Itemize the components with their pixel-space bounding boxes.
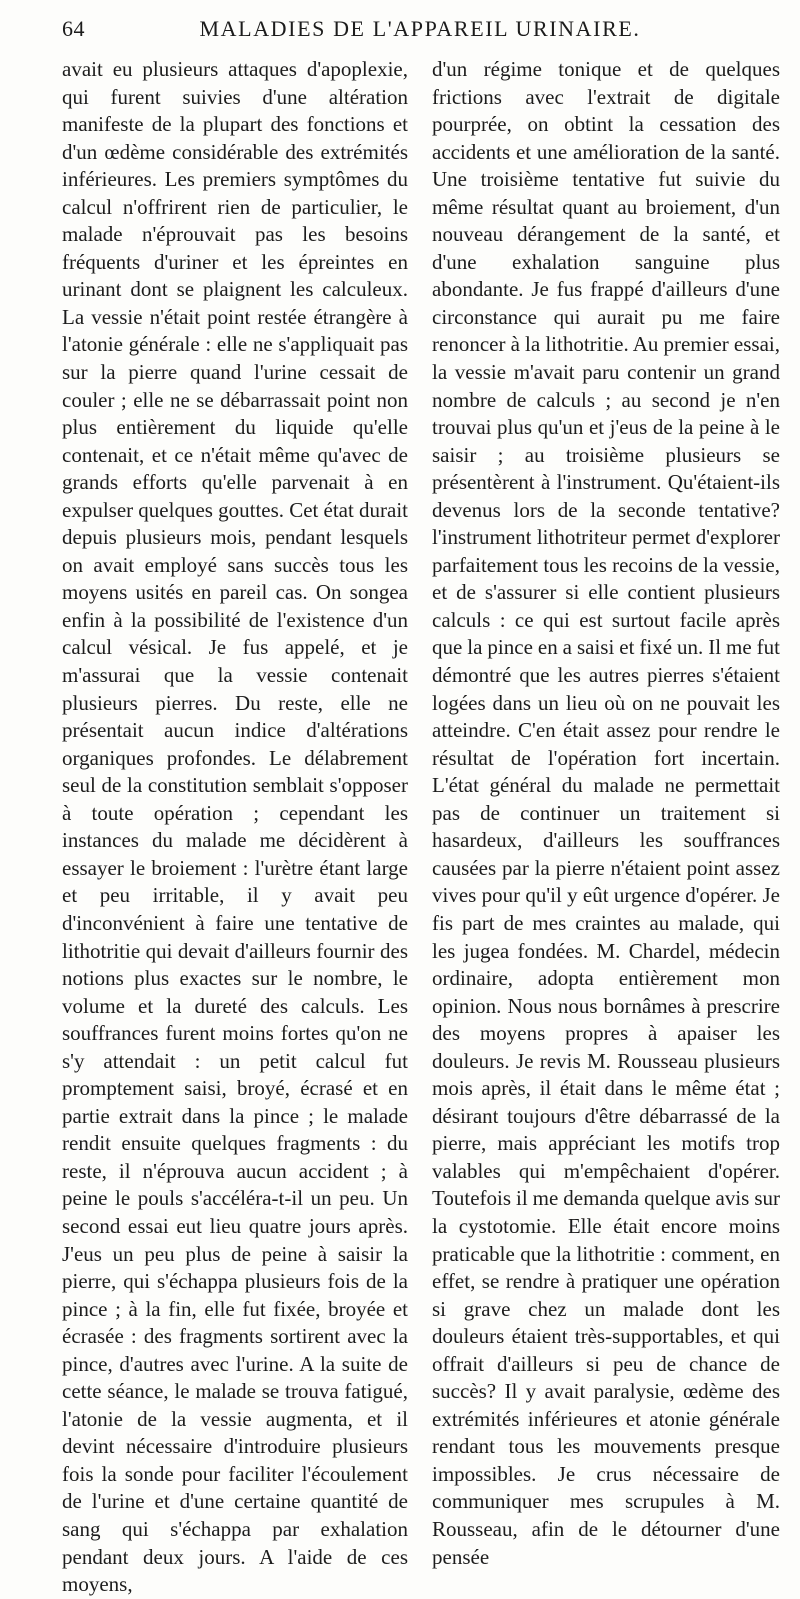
running-title: MALADIES DE L'APPAREIL URINAIRE. (199, 16, 641, 41)
left-column-text: avait eu plusieurs attaques d'apoplexie, qui furent suivies d'une altération manifeste de la plupart des fonctions et d'un œdème considérable des extrémités inférieures. Les premiers symptômes du calcul n'offrirent rien de particulier, le malade n'éprouvait pas les besoins fréquents d'uriner et les épreintes en urinant dont se plaignent les calculeux. La vessie n'était point restée étrangère à l'atonie générale : elle ne s'appliquait pas sur la pierre quand l'urine cessait de couler ; elle ne se débarrassait point non plus entièrement du liquide qu'elle contenait, et ce n'était même qu'avec de grands efforts qu'elle parvenait à en expulser quelques gouttes. Cet état durait depuis plusieurs mois, pendant lesquels on avait employé sans succès tous les moyens usités en pareil cas. On songea enfin à la possibilité de l'existence d'un calcul vésical. Je fus appelé, et je m'assurai que la vessie contenait plusieurs pierres. Du reste, elle ne présentait aucun indice d'altérations organiques profondes. Le délabrement seul de la constitution semblait s'opposer à toute opération ; cependant les instances du malade me décidèrent à essayer le broiement : l'urètre étant large et peu irritable, il y avait peu d'inconvénient à faire une tentative de lithotritie qui devait d'ailleurs fournir des notions plus exactes sur le nombre, le volume et la dureté des calculs. Les souffrances furent moins fortes qu'on ne s'y attendait : un petit calcul fut promptement saisi, broyé, écrasé et en partie extrait dans la pince ; le malade rendit ensuite quelques fragments : du reste, il n'éprouva aucun accident ; à peine le pouls s'accéléra-t-il un peu. Un second essai eut lieu quatre jours après. J'eus un peu plus de peine à saisir la pierre, qui s'échappa plusieurs fois de la pince ; à la fin, elle fut fixée, broyée et écrasée : des fragments sortirent avec la pince, d'autres avec l'urine. A la suite de cette séance, le malade se trouva fatigué, l'atonie de la vessie augmenta, et il devint nécessaire d'introduire plusieurs fois la sonde pour faciliter l'écoulement de l'urine et d'une certaine quantité de sang qui s'échappa par exhalation pendant deux jours. A l'aide de ces moyens, (62, 57, 408, 1597)
right-column (432, 56, 780, 1571)
left-column (62, 56, 408, 1599)
right-column-text: d'un régime tonique et de quelques frictions avec l'extrait de digitale pourprée, on obtint la cessation des accidents et une amélioration de la santé. Une troisième tentative fut suivie du même résultat quant au broiement, d'un nouveau dérangement de la santé, et d'une exhalation sanguine plus abondante. Je fus frappé d'ailleurs d'une circonstance qui aurait pu me faire renoncer à la lithotritie. Au premier essai, la vessie m'avait paru contenir un grand nombre de calculs ; au second je n'en trouvai plus qu'un et j'eus de la peine à le saisir ; au troisième plusieurs se présentèrent à l'instrument. Qu'étaient-ils devenus lors de la seconde tentative? l'instrument lithotriteur permet d'explorer parfaitement tous les recoins de la vessie, et de s'assurer si elle contient plusieurs calculs : ce qui est surtout facile après que la pince en a saisi et fixé un. Il me fut démontré que les autres pierres s'étaient logées dans un lieu où on ne pouvait les atteindre. C'en était assez pour rendre le résultat de l'opération fort incertain. L'état général du malade ne permettait pas de continuer un traitement si hasardeux, d'ailleurs les souffrances causées par la pierre n'étaient point assez vives pour qu'il y eût urgence d'opérer. Je fis part de mes craintes au malade, qui les jugea fondées. M. Chardel, médecin ordinaire, adopta entièrement mon opinion. Nous nous bornâmes à prescrire des moyens propres à apaiser les douleurs. Je revis M. Rousseau plusieurs mois après, il était dans le même état ; désirant toujours d'être débarrassé de la pierre, mais appréciant les motifs trop valables qui m'empêchaient d'opérer. Toutefois il me demanda quelque avis sur la cystotomie. Elle était encore moins praticable que la lithotritie : comment, en effet, se rendre à pratiquer une opération si grave chez un malade dont les douleurs étaient très-supportables, et qui offrait d'ailleurs si peu de chance de succès? Il y avait paralysie, œdème des extrémités inférieures et atonie générale rendant tous les mouvements presque impossibles. Je crus nécessaire de communiquer mes scrupules à M. Rousseau, afin de le détourner d'une pensée (432, 57, 780, 1569)
page-number: 64 (62, 16, 85, 41)
page-header (62, 12, 738, 48)
